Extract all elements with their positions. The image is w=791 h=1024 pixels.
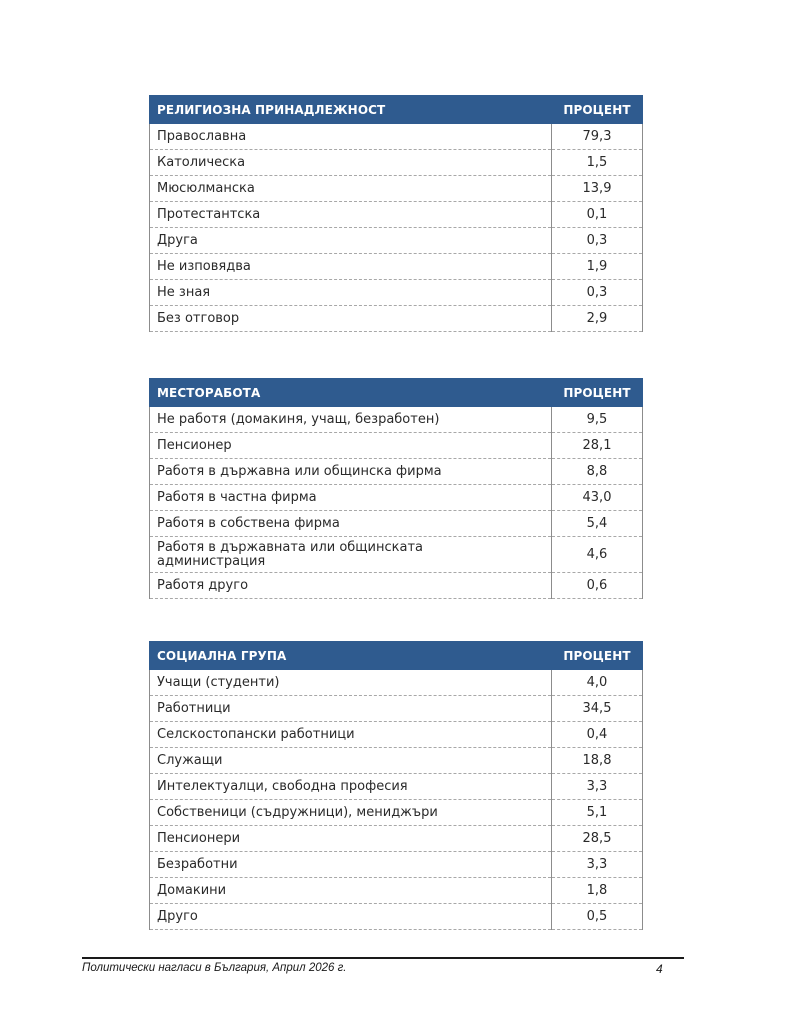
row-label: Друго <box>150 904 552 930</box>
table-row <box>150 407 643 433</box>
row-value: 34,5 <box>552 696 643 722</box>
table-row <box>150 228 643 254</box>
row-value: 3,3 <box>552 852 643 878</box>
row-label: Работници <box>150 696 552 722</box>
row-value: 8,8 <box>552 459 643 485</box>
row-value: 0,3 <box>552 280 643 306</box>
column-header-percent: ПРОЦЕНТ <box>552 379 643 407</box>
table-row <box>150 722 643 748</box>
row-value: 1,5 <box>552 150 643 176</box>
table-row <box>150 670 643 696</box>
row-label: Служащи <box>150 748 552 774</box>
table-row <box>150 176 643 202</box>
row-label: Домакини <box>150 878 552 904</box>
row-value: 28,1 <box>552 433 643 459</box>
row-value: 0,1 <box>552 202 643 228</box>
column-header-category: СОЦИАЛНА ГРУПА <box>150 642 552 670</box>
row-label: Протестантска <box>150 202 552 228</box>
row-value: 0,3 <box>552 228 643 254</box>
row-label: Работя в държавната или общинската администрация <box>150 537 552 573</box>
row-value: 43,0 <box>552 485 643 511</box>
row-value: 2,9 <box>552 306 643 332</box>
footer-title: Политически нагласи в България, Април 2026 г. <box>82 962 347 974</box>
table-row <box>150 537 643 573</box>
row-label: Не работя (домакиня, учащ, безработен) <box>150 407 552 433</box>
row-label: Работя в собствена фирма <box>150 511 552 537</box>
table-header-row <box>150 642 643 670</box>
page-number: 4 <box>656 962 663 976</box>
table-row <box>150 124 643 150</box>
table-row <box>150 696 643 722</box>
row-label: Собственици (съдружници), мениджъри <box>150 800 552 826</box>
table-row <box>150 280 643 306</box>
row-value: 18,8 <box>552 748 643 774</box>
row-value: 0,4 <box>552 722 643 748</box>
row-label: Пенсионер <box>150 433 552 459</box>
social-group-table <box>149 641 643 930</box>
row-label: Интелектуалци, свободна професия <box>150 774 552 800</box>
row-value: 3,3 <box>552 774 643 800</box>
table-header-row <box>150 379 643 407</box>
column-header-category: РЕЛИГИОЗНА ПРИНАДЛЕЖНОСТ <box>150 96 552 124</box>
table-row <box>150 306 643 332</box>
row-label: Работя друго <box>150 573 552 599</box>
row-label: Учащи (студенти) <box>150 670 552 696</box>
table-row <box>150 150 643 176</box>
row-label: Не зная <box>150 280 552 306</box>
row-value: 1,9 <box>552 254 643 280</box>
row-value: 13,9 <box>552 176 643 202</box>
row-label: Не изповядва <box>150 254 552 280</box>
workplace-table <box>149 378 643 599</box>
row-label: Работя в частна фирма <box>150 485 552 511</box>
table-row <box>150 800 643 826</box>
table-row <box>150 202 643 228</box>
row-value: 9,5 <box>552 407 643 433</box>
row-label: Пенсионери <box>150 826 552 852</box>
row-label: Работя в държавна или общинска фирма <box>150 459 552 485</box>
table-header-row <box>150 96 643 124</box>
footer-divider <box>82 957 684 959</box>
table-row <box>150 774 643 800</box>
row-label: Православна <box>150 124 552 150</box>
column-header-percent: ПРОЦЕНТ <box>552 96 643 124</box>
table-row <box>150 433 643 459</box>
table-row <box>150 904 643 930</box>
column-header-percent: ПРОЦЕНТ <box>552 642 643 670</box>
table-row <box>150 852 643 878</box>
table-row <box>150 485 643 511</box>
row-value: 79,3 <box>552 124 643 150</box>
table-row <box>150 748 643 774</box>
row-label: Мюсюлманска <box>150 176 552 202</box>
row-label: Без отговор <box>150 306 552 332</box>
table-row <box>150 878 643 904</box>
row-value: 1,8 <box>552 878 643 904</box>
row-value: 0,6 <box>552 573 643 599</box>
row-value: 0,5 <box>552 904 643 930</box>
table-row <box>150 459 643 485</box>
row-label: Друга <box>150 228 552 254</box>
row-value: 4,6 <box>552 537 643 573</box>
row-label: Безработни <box>150 852 552 878</box>
row-value: 4,0 <box>552 670 643 696</box>
row-value: 28,5 <box>552 826 643 852</box>
table-row <box>150 573 643 599</box>
religion-table <box>149 95 643 332</box>
row-label: Селскостопански работници <box>150 722 552 748</box>
row-value: 5,1 <box>552 800 643 826</box>
table-row <box>150 511 643 537</box>
table-row <box>150 254 643 280</box>
row-value: 5,4 <box>552 511 643 537</box>
row-label: Католическа <box>150 150 552 176</box>
table-row <box>150 826 643 852</box>
column-header-category: МЕСТОРАБОТА <box>150 379 552 407</box>
